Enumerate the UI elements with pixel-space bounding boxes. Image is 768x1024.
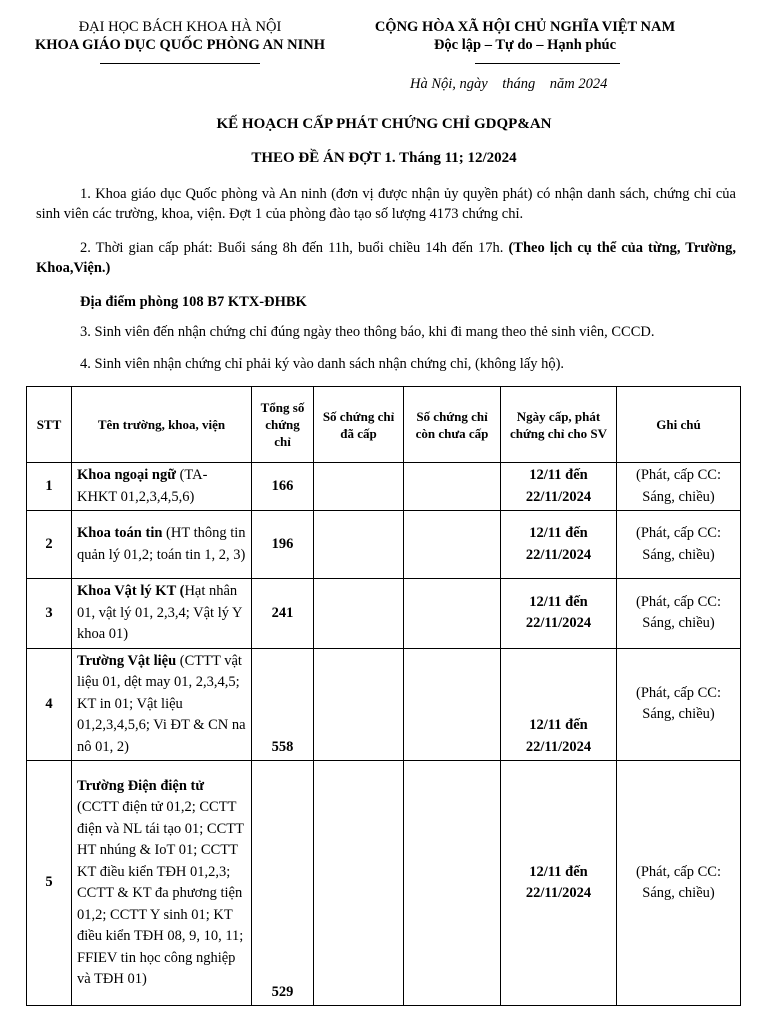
paragraph-1-text: 1. Khoa giáo dục Quốc phòng và An ninh (đơn vị được nhận ủy quyền phát) có nhận danh sách, chứng chỉ của sinh viên các trường, khoa, viện. Đợt 1 của phòng đào tạo số lượng 4173 chứng chỉ. bbox=[36, 186, 736, 222]
row-remaining bbox=[404, 648, 501, 761]
paragraph-2-text: 2. Thời gian cấp phát: Buổi sáng 8h đến 11h, buổi chiều 14h đến 17h. bbox=[80, 240, 509, 256]
row-stt: 2 bbox=[27, 511, 72, 579]
row-name-bold: Trường Vật liệu bbox=[77, 652, 177, 669]
row-note: (Phát, cấp CC: Sáng, chiều) bbox=[617, 511, 741, 579]
issuer-block bbox=[20, 18, 340, 54]
row-issued bbox=[314, 648, 404, 761]
row-name-rest: (CCTT điện tử 01,2; CCTT điện và NL tái tạo 01; CCTT HT nhúng & IoT 01; CCTT KT điều kiển TĐH 01,2,3; CCTT & KT đa phương tiện 01,2; CCTT Y sinh 01; KT điều kiển TĐH 08, 9, 10, 11; FFIEV tin học công nghiệp và TĐH 01) bbox=[77, 799, 244, 987]
row-total: 529 bbox=[252, 761, 314, 1006]
row-name bbox=[72, 761, 252, 1006]
row-remaining bbox=[404, 761, 501, 1006]
national-motto-block bbox=[355, 18, 695, 54]
row-date: 12/11 đến 22/11/2024 bbox=[501, 463, 617, 511]
row-remaining bbox=[404, 511, 501, 579]
university-name: ĐẠI HỌC BÁCH KHOA HÀ NỘI bbox=[78, 19, 282, 35]
row-stt: 4 bbox=[27, 648, 72, 761]
header-remaining: Số chứng chỉ còn chưa cấp bbox=[404, 387, 501, 463]
table-header-row bbox=[27, 387, 741, 463]
row-total: 558 bbox=[252, 648, 314, 761]
location-text: Địa điểm phòng 108 B7 KTX-ĐHBK bbox=[80, 294, 307, 310]
row-note: (Phát, cấp CC: Sáng, chiều) bbox=[617, 463, 741, 511]
header-note: Ghi chú bbox=[617, 387, 741, 463]
row-issued bbox=[314, 511, 404, 579]
row-name bbox=[72, 648, 252, 761]
document-date: Hà Nội, ngày tháng năm 2024 bbox=[410, 76, 608, 92]
table-row bbox=[27, 579, 741, 649]
document-title: KẾ HOẠCH CẤP PHÁT CHỨNG CHỈ GDQP&AN bbox=[216, 116, 552, 132]
distribution-table bbox=[26, 386, 741, 1006]
row-name-bold: Trường Điện điện tử bbox=[77, 777, 205, 794]
row-total: 196 bbox=[252, 511, 314, 579]
motto: Độc lập – Tự do – Hạnh phúc bbox=[433, 37, 617, 53]
row-remaining bbox=[404, 463, 501, 511]
paragraph-3 bbox=[36, 322, 736, 342]
table-row bbox=[27, 463, 741, 511]
row-name-bold: Khoa ngoại ngữ bbox=[77, 467, 176, 483]
row-name-rest: (TA-KHKT 01,2,3,4,5,6) bbox=[77, 467, 208, 505]
faculty-name: KHOA GIÁO DỤC QUỐC PHÒNG AN NINH bbox=[34, 37, 325, 53]
row-date: 12/11 đến 22/11/2024 bbox=[501, 761, 617, 1006]
row-date: 12/11 đến 22/11/2024 bbox=[501, 579, 617, 649]
table-row bbox=[27, 761, 741, 1006]
row-name bbox=[72, 579, 252, 649]
location-line bbox=[36, 292, 736, 312]
row-total: 241 bbox=[252, 579, 314, 649]
issuer-underline bbox=[100, 63, 260, 64]
row-stt: 1 bbox=[27, 463, 72, 511]
table-row bbox=[27, 648, 741, 761]
row-name-bold: Khoa toán tin bbox=[77, 525, 163, 541]
paragraph-3-text: 3. Sinh viên đến nhận chứng chỉ đúng ngày theo thông báo, khi đi mang theo thẻ sinh viên, CCCD. bbox=[80, 324, 655, 340]
table-row bbox=[27, 511, 741, 579]
paragraph-1 bbox=[36, 184, 736, 224]
row-name-rest: Hạt nhân 01, vật lý 01, 2,3,4; Vật lý Y khoa 01) bbox=[77, 583, 242, 642]
country-name: CỘNG HÒA XÃ HỘI CHỦ NGHĨA VIỆT NAM bbox=[374, 19, 676, 35]
row-issued bbox=[314, 463, 404, 511]
row-issued bbox=[314, 761, 404, 1006]
header-date: Ngày cấp, phát chứng chỉ cho SV bbox=[501, 387, 617, 463]
row-name-bold: Khoa Vật lý KT ( bbox=[77, 583, 185, 599]
row-total: 166 bbox=[252, 463, 314, 511]
motto-underline bbox=[475, 63, 620, 64]
paragraph-4-text: 4. Sinh viên nhận chứng chỉ phải ký vào danh sách nhận chứng chỉ, (không lấy hộ). bbox=[80, 356, 565, 372]
row-remaining bbox=[404, 579, 501, 649]
row-stt: 5 bbox=[27, 761, 72, 1006]
row-name-rest: (HT thông tin quản lý 01,2; toán tin 1, 2, 3) bbox=[77, 525, 246, 563]
document-subtitle: THEO ĐỀ ÁN ĐỢT 1. Tháng 11; 12/2024 bbox=[251, 150, 517, 166]
row-note: (Phát, cấp CC: Sáng, chiều) bbox=[617, 579, 741, 649]
row-stt: 3 bbox=[27, 579, 72, 649]
row-note: (Phát, cấp CC: Sáng, chiều) bbox=[617, 761, 741, 1006]
document-header bbox=[0, 18, 768, 78]
row-date: 12/11 đến 22/11/2024 bbox=[501, 511, 617, 579]
row-name bbox=[72, 511, 252, 579]
header-stt: STT bbox=[27, 387, 72, 463]
header-issued: Số chứng chỉ đã cấp bbox=[314, 387, 404, 463]
header-total: Tổng số chứng chỉ bbox=[252, 387, 314, 463]
row-date: 12/11 đến 22/11/2024 bbox=[501, 648, 617, 761]
paragraph-2 bbox=[36, 238, 736, 278]
paragraph-4 bbox=[36, 354, 736, 374]
paragraph-2-bold: (Theo lịch cụ thể của từng, Trường, Khoa,Viện.) bbox=[36, 240, 736, 276]
row-issued bbox=[314, 579, 404, 649]
row-name bbox=[72, 463, 252, 511]
row-note: (Phát, cấp CC: Sáng, chiều) bbox=[617, 648, 741, 761]
header-name: Tên trường, khoa, viện bbox=[72, 387, 252, 463]
row-name-rest: (CTTT vật liệu 01, dệt may 01, 2,3,4,5; KT in 01; Vật liệu 01,2,3,4,5,6; Vi ĐT & CN na nô 01, 2) bbox=[77, 652, 246, 755]
